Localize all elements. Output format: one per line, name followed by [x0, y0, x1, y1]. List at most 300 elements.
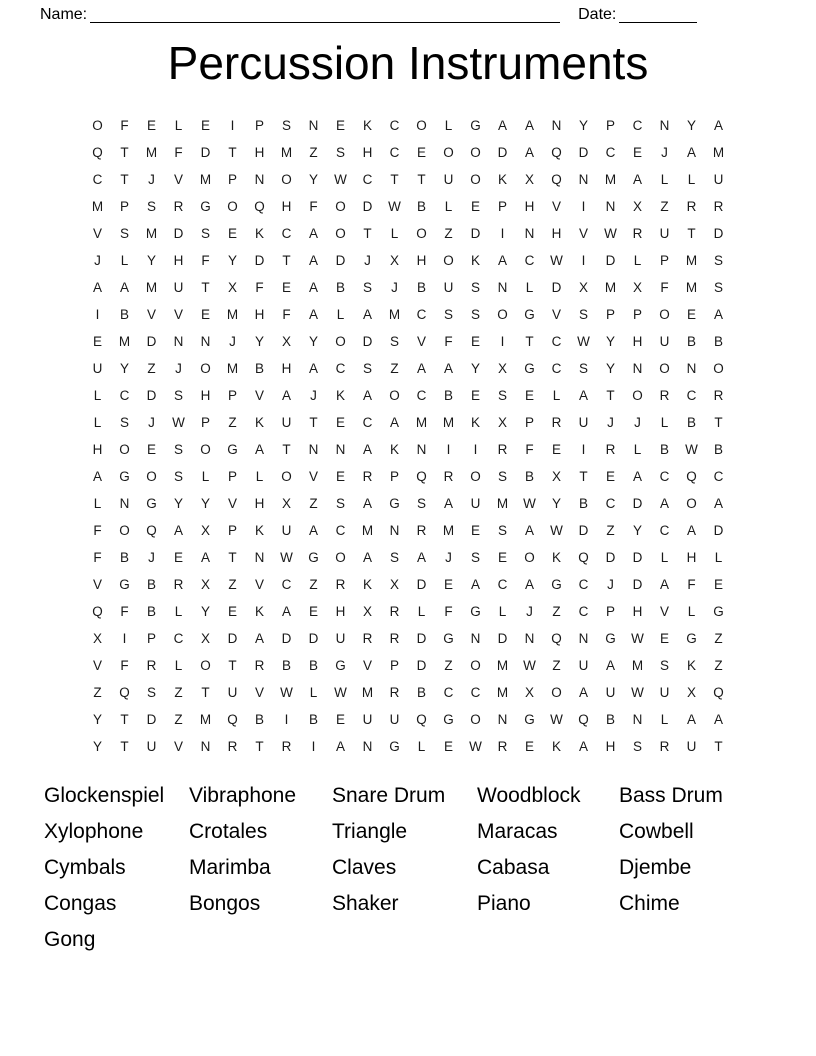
word-list-item[interactable]: Xylophone — [44, 820, 144, 843]
grid-cell[interactable]: D — [173, 226, 184, 241]
grid-cell[interactable]: Q — [416, 712, 427, 727]
grid-cell[interactable]: S — [146, 685, 156, 700]
grid-cell[interactable]: O — [659, 307, 670, 322]
grid-cell[interactable]: O — [335, 334, 346, 349]
grid-cell[interactable]: X — [281, 496, 291, 511]
grid-cell[interactable]: H — [281, 199, 292, 214]
grid-cell[interactable]: E — [443, 739, 453, 754]
grid-cell[interactable]: A — [659, 577, 669, 592]
grid-cell[interactable]: E — [470, 388, 480, 403]
grid-cell[interactable]: J — [175, 361, 182, 376]
grid-cell[interactable]: Z — [444, 658, 453, 673]
grid-cell[interactable]: E — [92, 334, 102, 349]
date-write-in-field[interactable] — [619, 8, 697, 23]
grid-cell[interactable]: X — [362, 604, 372, 619]
grid-cell[interactable]: P — [227, 469, 237, 484]
grid-cell[interactable]: V — [254, 388, 264, 403]
grid-cell[interactable]: E — [470, 523, 480, 538]
grid-cell[interactable]: M — [415, 415, 428, 430]
grid-cell[interactable]: N — [308, 442, 319, 457]
grid-cell[interactable]: M — [226, 361, 239, 376]
grid-cell[interactable]: K — [470, 415, 480, 430]
grid-cell[interactable]: C — [551, 361, 562, 376]
grid-cell[interactable]: C — [659, 469, 670, 484]
grid-cell[interactable]: Q — [578, 550, 589, 565]
grid-cell[interactable]: W — [388, 199, 401, 214]
grid-cell[interactable]: U — [659, 226, 670, 241]
grid-cell[interactable]: Q — [713, 685, 724, 700]
grid-cell[interactable]: U — [578, 415, 589, 430]
grid-cell[interactable]: X — [92, 631, 102, 646]
grid-cell[interactable]: Z — [309, 577, 318, 592]
grid-cell[interactable]: A — [362, 388, 372, 403]
grid-cell[interactable]: O — [416, 118, 427, 133]
grid-cell[interactable]: A — [524, 145, 534, 160]
grid-cell[interactable]: E — [659, 631, 669, 646]
grid-cell[interactable]: D — [713, 523, 724, 538]
grid-cell[interactable]: E — [335, 118, 345, 133]
grid-cell[interactable]: S — [362, 361, 372, 376]
grid-cell[interactable]: O — [470, 145, 481, 160]
grid-cell[interactable]: Y — [308, 172, 318, 187]
grid-cell[interactable]: U — [659, 685, 670, 700]
grid-cell[interactable]: M — [631, 658, 644, 673]
grid-cell[interactable]: P — [227, 523, 237, 538]
grid-cell[interactable]: G — [551, 577, 562, 592]
word-list-item[interactable]: Chime — [619, 892, 680, 915]
grid-cell[interactable]: W — [550, 523, 563, 538]
grid-cell[interactable]: B — [578, 496, 588, 511]
grid-cell[interactable]: Q — [146, 523, 157, 538]
grid-cell[interactable]: W — [523, 658, 536, 673]
grid-cell[interactable]: N — [524, 226, 535, 241]
grid-cell[interactable]: Z — [174, 685, 183, 700]
grid-cell[interactable]: S — [713, 253, 723, 268]
grid-cell[interactable]: O — [443, 253, 454, 268]
grid-cell[interactable]: S — [578, 361, 588, 376]
grid-cell[interactable]: A — [443, 496, 453, 511]
grid-cell[interactable]: O — [200, 442, 211, 457]
grid-cell[interactable]: Z — [174, 712, 183, 727]
grid-cell[interactable]: J — [634, 415, 641, 430]
grid-cell[interactable]: P — [227, 388, 237, 403]
grid-cell[interactable]: D — [605, 253, 616, 268]
grid-cell[interactable]: K — [335, 388, 345, 403]
grid-cell[interactable]: U — [362, 712, 373, 727]
grid-cell[interactable]: P — [254, 118, 264, 133]
grid-cell[interactable]: E — [416, 145, 426, 160]
grid-cell[interactable]: R — [173, 577, 184, 592]
grid-cell[interactable]: J — [526, 604, 533, 619]
grid-cell[interactable]: E — [470, 199, 480, 214]
grid-cell[interactable]: N — [632, 361, 643, 376]
grid-cell[interactable]: U — [173, 280, 184, 295]
grid-cell[interactable]: H — [254, 496, 265, 511]
grid-cell[interactable]: D — [497, 631, 508, 646]
grid-cell[interactable]: L — [93, 496, 102, 511]
grid-cell[interactable]: K — [686, 658, 696, 673]
grid-cell[interactable]: X — [389, 577, 399, 592]
grid-cell[interactable]: S — [578, 307, 588, 322]
grid-cell[interactable]: S — [281, 118, 291, 133]
grid-cell[interactable]: O — [389, 388, 400, 403]
grid-cell[interactable]: M — [496, 496, 509, 511]
word-list-item[interactable]: Woodblock — [477, 784, 581, 807]
grid-cell[interactable]: Z — [660, 199, 669, 214]
grid-cell[interactable]: C — [416, 388, 427, 403]
grid-cell[interactable]: M — [685, 280, 698, 295]
grid-cell[interactable]: L — [390, 226, 399, 241]
grid-cell[interactable]: M — [361, 523, 374, 538]
grid-cell[interactable]: L — [525, 280, 534, 295]
grid-cell[interactable]: D — [497, 145, 508, 160]
grid-cell[interactable]: N — [254, 172, 265, 187]
grid-cell[interactable]: L — [93, 415, 102, 430]
grid-cell[interactable]: E — [524, 739, 534, 754]
grid-cell[interactable]: F — [201, 253, 210, 268]
grid-cell[interactable]: U — [713, 172, 724, 187]
grid-cell[interactable]: R — [659, 739, 670, 754]
grid-cell[interactable]: V — [254, 577, 264, 592]
grid-cell[interactable]: T — [363, 226, 372, 241]
grid-cell[interactable]: D — [416, 577, 427, 592]
grid-cell[interactable]: A — [605, 658, 615, 673]
grid-cell[interactable]: Z — [714, 631, 723, 646]
grid-cell[interactable]: Z — [228, 415, 237, 430]
grid-cell[interactable]: S — [173, 442, 183, 457]
grid-cell[interactable]: C — [470, 685, 481, 700]
grid-cell[interactable]: E — [605, 469, 615, 484]
grid-cell[interactable]: Q — [254, 199, 265, 214]
grid-cell[interactable]: H — [632, 334, 643, 349]
grid-cell[interactable]: I — [581, 199, 586, 214]
grid-cell[interactable]: Y — [605, 361, 615, 376]
grid-cell[interactable]: D — [254, 253, 265, 268]
word-list-item[interactable]: Triangle — [332, 820, 408, 843]
grid-cell[interactable]: Y — [686, 118, 696, 133]
grid-cell[interactable]: A — [497, 118, 507, 133]
grid-cell[interactable]: A — [281, 604, 291, 619]
grid-cell[interactable]: D — [281, 631, 292, 646]
grid-cell[interactable]: T — [228, 145, 237, 160]
grid-cell[interactable]: F — [120, 658, 129, 673]
grid-cell[interactable]: L — [660, 712, 669, 727]
grid-cell[interactable]: W — [685, 442, 698, 457]
grid-cell[interactable]: V — [659, 604, 669, 619]
grid-cell[interactable]: X — [200, 523, 210, 538]
grid-cell[interactable]: L — [498, 604, 507, 619]
grid-cell[interactable]: A — [92, 280, 102, 295]
grid-cell[interactable]: I — [311, 739, 316, 754]
grid-cell[interactable]: Y — [308, 334, 318, 349]
grid-cell[interactable]: F — [120, 604, 129, 619]
grid-cell[interactable]: O — [335, 199, 346, 214]
grid-cell[interactable]: A — [632, 469, 642, 484]
grid-cell[interactable]: N — [470, 631, 481, 646]
word-list-item[interactable]: Snare Drum — [332, 784, 446, 807]
grid-cell[interactable]: T — [282, 253, 291, 268]
grid-cell[interactable]: Y — [200, 604, 210, 619]
grid-cell[interactable]: O — [524, 550, 535, 565]
grid-cell[interactable]: S — [497, 523, 507, 538]
grid-cell[interactable]: O — [92, 118, 103, 133]
grid-cell[interactable]: E — [281, 280, 291, 295]
grid-cell[interactable]: G — [389, 739, 400, 754]
grid-cell[interactable]: N — [173, 334, 184, 349]
grid-cell[interactable]: K — [254, 415, 264, 430]
grid-cell[interactable]: A — [443, 361, 453, 376]
grid-cell[interactable]: P — [605, 118, 615, 133]
grid-cell[interactable]: O — [335, 226, 346, 241]
grid-cell[interactable]: S — [497, 388, 507, 403]
grid-cell[interactable]: V — [173, 307, 183, 322]
grid-cell[interactable]: S — [119, 226, 129, 241]
grid-cell[interactable]: D — [308, 631, 319, 646]
grid-cell[interactable]: I — [230, 118, 235, 133]
grid-cell[interactable]: D — [146, 334, 157, 349]
word-list-item[interactable]: Marimba — [189, 856, 271, 879]
grid-cell[interactable]: S — [470, 280, 480, 295]
grid-cell[interactable]: T — [714, 415, 723, 430]
grid-cell[interactable]: Q — [551, 145, 562, 160]
grid-cell[interactable]: E — [551, 442, 561, 457]
grid-cell[interactable]: S — [173, 469, 183, 484]
grid-cell[interactable]: G — [200, 199, 211, 214]
grid-cell[interactable]: H — [686, 550, 697, 565]
grid-cell[interactable]: L — [714, 550, 723, 565]
grid-cell[interactable]: B — [686, 334, 696, 349]
grid-cell[interactable]: Y — [551, 496, 561, 511]
grid-cell[interactable]: V — [146, 307, 156, 322]
grid-cell[interactable]: O — [146, 469, 157, 484]
grid-cell[interactable]: A — [362, 496, 372, 511]
grid-cell[interactable]: L — [687, 604, 696, 619]
grid-cell[interactable]: V — [308, 469, 318, 484]
word-list-item[interactable]: Maracas — [477, 820, 558, 843]
grid-cell[interactable]: C — [632, 118, 643, 133]
grid-cell[interactable]: G — [443, 712, 454, 727]
grid-cell[interactable]: M — [145, 226, 158, 241]
grid-cell[interactable]: G — [686, 631, 697, 646]
grid-cell[interactable]: W — [523, 496, 536, 511]
grid-cell[interactable]: U — [92, 361, 103, 376]
grid-cell[interactable]: T — [120, 739, 129, 754]
grid-cell[interactable]: G — [713, 604, 724, 619]
grid-cell[interactable]: J — [148, 550, 155, 565]
grid-cell[interactable]: B — [281, 658, 291, 673]
grid-cell[interactable]: R — [632, 226, 643, 241]
grid-cell[interactable]: D — [362, 199, 373, 214]
grid-cell[interactable]: B — [119, 307, 129, 322]
grid-cell[interactable]: L — [660, 172, 669, 187]
grid-cell[interactable]: I — [581, 442, 586, 457]
grid-cell[interactable]: R — [551, 415, 562, 430]
grid-cell[interactable]: D — [470, 226, 481, 241]
grid-cell[interactable]: A — [632, 172, 642, 187]
grid-cell[interactable]: O — [281, 172, 292, 187]
grid-cell[interactable]: O — [443, 145, 454, 160]
grid-cell[interactable]: E — [497, 550, 507, 565]
grid-cell[interactable]: D — [605, 550, 616, 565]
grid-cell[interactable]: F — [444, 604, 453, 619]
grid-cell[interactable]: Y — [119, 361, 129, 376]
grid-cell[interactable]: X — [389, 253, 399, 268]
grid-cell[interactable]: Q — [551, 172, 562, 187]
grid-cell[interactable]: S — [335, 496, 345, 511]
grid-cell[interactable]: N — [362, 739, 373, 754]
grid-cell[interactable]: N — [659, 118, 670, 133]
grid-cell[interactable]: Z — [309, 145, 318, 160]
grid-cell[interactable]: A — [335, 739, 345, 754]
grid-cell[interactable]: A — [686, 712, 696, 727]
grid-cell[interactable]: A — [578, 685, 588, 700]
grid-cell[interactable]: S — [389, 550, 399, 565]
grid-cell[interactable]: Y — [578, 118, 588, 133]
grid-cell[interactable]: C — [578, 577, 589, 592]
grid-cell[interactable]: T — [282, 442, 291, 457]
grid-cell[interactable]: M — [604, 280, 617, 295]
grid-cell[interactable]: U — [335, 631, 346, 646]
grid-cell[interactable]: J — [391, 280, 398, 295]
grid-cell[interactable]: C — [713, 469, 724, 484]
word-list-item[interactable]: Piano — [477, 892, 531, 915]
grid-cell[interactable]: T — [687, 226, 696, 241]
grid-cell[interactable]: A — [254, 631, 264, 646]
grid-cell[interactable]: J — [148, 415, 155, 430]
grid-cell[interactable]: H — [416, 253, 427, 268]
grid-cell[interactable]: A — [686, 145, 696, 160]
grid-cell[interactable]: N — [200, 334, 211, 349]
grid-cell[interactable]: O — [659, 361, 670, 376]
grid-cell[interactable]: C — [524, 253, 535, 268]
word-list-item[interactable]: Cabasa — [477, 856, 550, 879]
grid-cell[interactable]: O — [470, 712, 481, 727]
grid-cell[interactable]: B — [524, 469, 534, 484]
grid-cell[interactable]: W — [172, 415, 185, 430]
grid-cell[interactable]: E — [335, 415, 345, 430]
grid-cell[interactable]: I — [122, 631, 127, 646]
grid-cell[interactable]: T — [228, 658, 237, 673]
grid-cell[interactable]: F — [660, 280, 669, 295]
grid-cell[interactable]: A — [713, 496, 723, 511]
grid-cell[interactable]: C — [416, 307, 427, 322]
grid-cell[interactable]: A — [713, 712, 723, 727]
grid-cell[interactable]: H — [173, 253, 184, 268]
grid-cell[interactable]: R — [362, 469, 373, 484]
grid-cell[interactable]: S — [362, 280, 372, 295]
word-list-item[interactable]: Bass Drum — [619, 784, 723, 807]
grid-cell[interactable]: X — [227, 280, 237, 295]
grid-cell[interactable]: H — [362, 145, 373, 160]
grid-cell[interactable]: A — [713, 307, 723, 322]
grid-cell[interactable]: M — [226, 307, 239, 322]
grid-cell[interactable]: P — [605, 604, 615, 619]
grid-cell[interactable]: Y — [173, 496, 183, 511]
grid-cell[interactable]: G — [443, 631, 454, 646]
grid-cell[interactable]: W — [334, 172, 347, 187]
grid-cell[interactable]: A — [308, 226, 318, 241]
grid-cell[interactable]: O — [686, 496, 697, 511]
word-list-item[interactable]: Gong — [44, 928, 96, 951]
grid-cell[interactable]: T — [417, 172, 426, 187]
grid-cell[interactable]: T — [201, 685, 210, 700]
grid-cell[interactable]: Y — [470, 361, 480, 376]
grid-cell[interactable]: X — [632, 199, 642, 214]
grid-cell[interactable]: Z — [444, 226, 453, 241]
grid-cell[interactable]: G — [119, 469, 130, 484]
grid-cell[interactable]: K — [362, 118, 372, 133]
grid-cell[interactable]: A — [416, 550, 426, 565]
grid-cell[interactable]: W — [334, 685, 347, 700]
grid-cell[interactable]: G — [227, 442, 238, 457]
grid-cell[interactable]: M — [199, 712, 212, 727]
grid-cell[interactable]: U — [686, 739, 697, 754]
grid-cell[interactable]: Y — [146, 253, 156, 268]
grid-cell[interactable]: U — [470, 496, 481, 511]
grid-cell[interactable]: G — [470, 604, 481, 619]
grid-cell[interactable]: P — [632, 307, 642, 322]
grid-cell[interactable]: C — [92, 172, 103, 187]
word-list-item[interactable]: Glockenspiel — [44, 784, 165, 807]
grid-cell[interactable]: I — [500, 226, 505, 241]
grid-cell[interactable]: B — [254, 361, 264, 376]
grid-cell[interactable]: X — [200, 631, 210, 646]
grid-cell[interactable]: R — [146, 658, 157, 673]
grid-cell[interactable]: K — [362, 577, 372, 592]
grid-cell[interactable]: G — [389, 496, 400, 511]
grid-cell[interactable]: C — [443, 685, 454, 700]
grid-cell[interactable]: P — [497, 199, 507, 214]
grid-cell[interactable]: M — [685, 253, 698, 268]
grid-cell[interactable]: V — [578, 226, 588, 241]
grid-cell[interactable]: L — [309, 685, 318, 700]
grid-cell[interactable]: N — [416, 442, 427, 457]
word-list-item[interactable]: Crotales — [189, 820, 268, 843]
grid-cell[interactable]: Z — [552, 604, 561, 619]
grid-cell[interactable]: S — [470, 550, 480, 565]
grid-cell[interactable]: N — [254, 550, 265, 565]
word-list-item[interactable]: Cymbals — [44, 856, 126, 879]
grid-cell[interactable]: C — [281, 577, 292, 592]
grid-cell[interactable]: A — [524, 523, 534, 538]
grid-cell[interactable]: B — [416, 199, 426, 214]
grid-cell[interactable]: F — [444, 334, 453, 349]
grid-cell[interactable]: H — [200, 388, 211, 403]
grid-cell[interactable]: X — [524, 685, 534, 700]
grid-cell[interactable]: G — [119, 577, 130, 592]
grid-cell[interactable]: C — [362, 172, 373, 187]
grid-cell[interactable]: R — [497, 739, 508, 754]
grid-cell[interactable]: Y — [92, 712, 102, 727]
grid-cell[interactable]: J — [364, 253, 371, 268]
grid-cell[interactable]: P — [119, 199, 129, 214]
grid-cell[interactable]: K — [389, 442, 399, 457]
grid-cell[interactable]: C — [605, 145, 616, 160]
grid-cell[interactable]: L — [660, 550, 669, 565]
grid-cell[interactable]: V — [173, 172, 183, 187]
grid-cell[interactable]: G — [308, 550, 319, 565]
grid-cell[interactable]: M — [145, 280, 158, 295]
grid-cell[interactable]: A — [686, 523, 696, 538]
grid-cell[interactable]: L — [633, 442, 642, 457]
grid-cell[interactable]: I — [446, 442, 451, 457]
grid-cell[interactable]: U — [443, 280, 454, 295]
grid-cell[interactable]: O — [497, 307, 508, 322]
grid-cell[interactable]: L — [93, 388, 102, 403]
grid-cell[interactable]: R — [335, 577, 346, 592]
grid-cell[interactable]: E — [335, 469, 345, 484]
grid-cell[interactable]: O — [470, 658, 481, 673]
